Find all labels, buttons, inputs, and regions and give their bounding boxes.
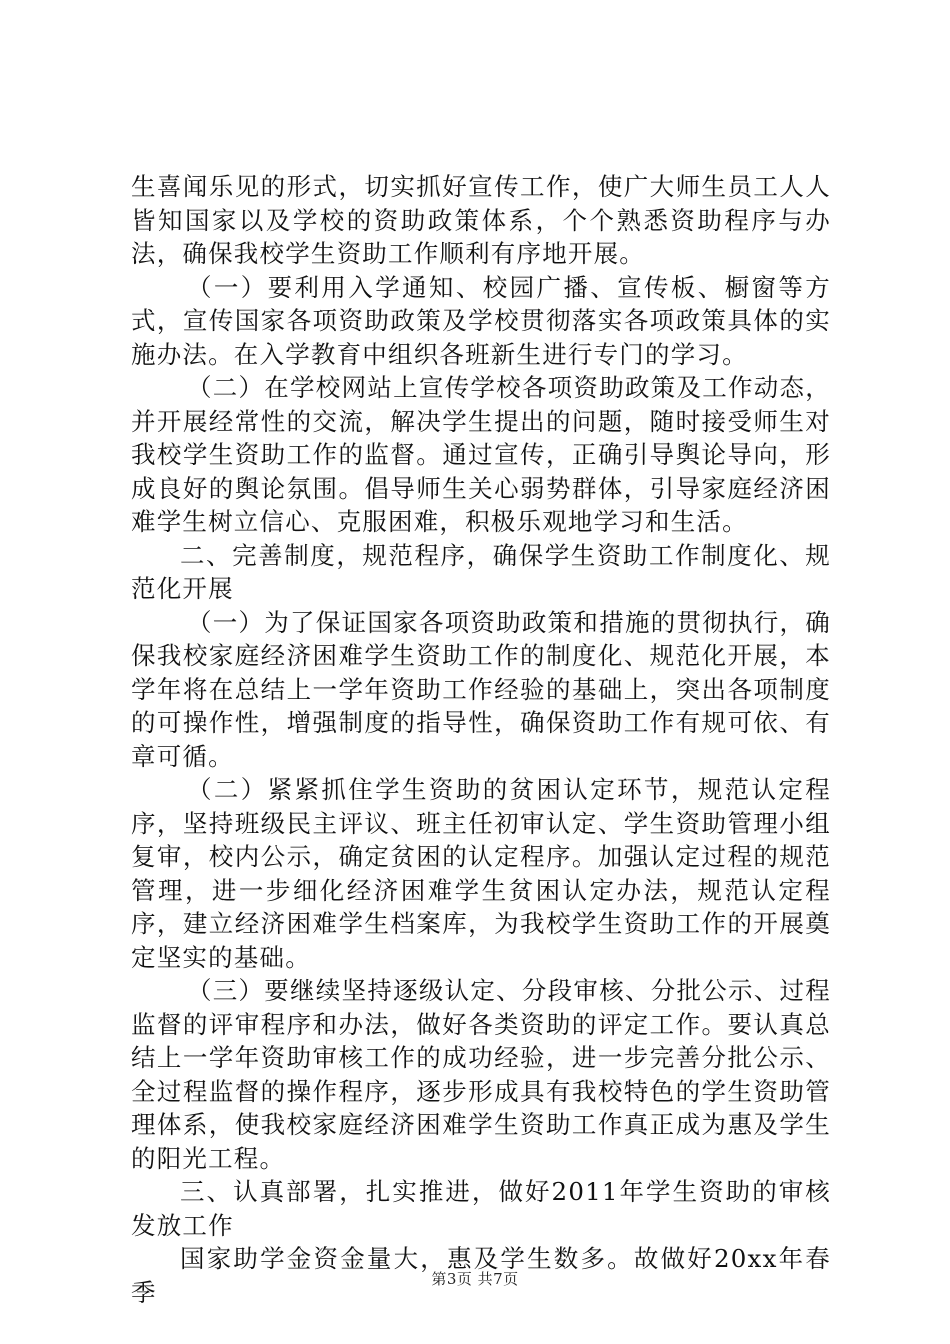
paragraph-5: （一）为了保证国家各项资助政策和措施的贯彻执行，确保我校家庭经济困难学生资助工作的制度化、规范化开展，本学年将在总结上一学年资助工作经验的基础上，突出各项制度的可操作性，增强制度的指导性，确保资助工作有规可依、有章可循。 bbox=[131, 607, 831, 771]
paragraph-7: （三）要继续坚持逐级认定、分段审核、分批公示、过程监督的评审程序和办法，做好各类资助的评定工作。要认真总结上一学年资助审核工作的成功经验，进一步完善分批公示、全过程监督的操作程序，逐步形成具有我校特色的学生资助管理体系，使我校家庭经济困难学生资助工作真正成为惠及学生的阳光工程。 bbox=[131, 976, 831, 1173]
paragraph-2: （一）要利用入学通知、校园广播、宣传板、橱窗等方式，宣传国家各项资助政策及学校贯彻落实各项政策具体的实施办法。在入学教育中组织各班新生进行专门的学习。 bbox=[131, 272, 831, 369]
section-heading-2: 二、完善制度，规范程序，确保学生资助工作制度化、规范化开展 bbox=[131, 540, 831, 603]
paragraph-1: 生喜闻乐见的形式，切实抓好宣传工作，使广大师生员工人人皆知国家以及学校的资助政策体系，个个熟悉资助程序与办法，确保我校学生资助工作顺利有序地开展。 bbox=[131, 172, 831, 268]
paragraph-9: 国家助学金资金量大，惠及学生数多。故做好20xx年春季 bbox=[131, 1244, 831, 1307]
body-text bbox=[131, 170, 831, 1309]
section-heading-3: 三、认真部署，扎实推进，做好2011年学生资助的审核发放工作 bbox=[131, 1177, 831, 1240]
paragraph-3: （二）在学校网站上宣传学校各项资助政策及工作动态，并开展经常性的交流，解决学生提出的问题，随时接受师生对我校学生资助工作的监督。通过宣传，正确引导舆论导向，形成良好的舆论氛围。倡导师生关心弱势群体，引导家庭经济困难学生树立信心、克服困难，积极乐观地学习和生活。 bbox=[131, 373, 831, 536]
page-number-footer: 第3页 共7页 bbox=[431, 1270, 519, 1288]
paragraph-6: （二）紧紧抓住学生资助的贫困认定环节，规范认定程序，坚持班级民主评议、班主任初审认定、学生资助管理小组复审，校内公示，确定贫困的认定程序。加强认定过程的规范管理，进一步细化经济困难学生贫困认定办法，规范认定程序，建立经济困难学生档案库，为我校学生资助工作的开展奠定坚实的基础。 bbox=[131, 775, 831, 972]
